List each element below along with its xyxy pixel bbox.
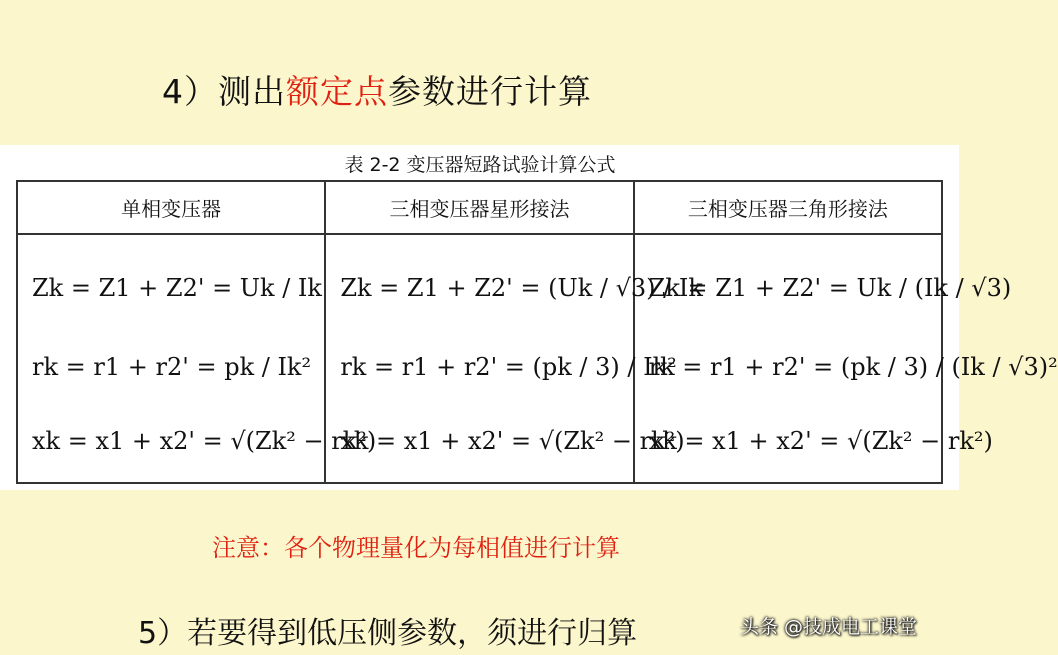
impedance-formula: Zk = Z1 + Z2' = (Uk / √3) / Ik — [340, 274, 703, 302]
heading-suffix: 参数进行计算 — [388, 72, 592, 111]
reactance-formula: xk = x1 + x2' = √(Zk² − rk²) — [32, 427, 377, 455]
heading-highlight: 额定点 — [286, 72, 388, 111]
formula-cell-single-phase — [17, 234, 377, 483]
heading-prefix: 4）测出 — [162, 72, 286, 111]
resistance-formula: rk = r1 + r2' = pk / Ik² — [32, 353, 312, 381]
formula-table — [16, 180, 1058, 484]
formula-cell-star — [325, 234, 703, 483]
formula-cell-delta — [634, 234, 1058, 483]
watermark: 头条 @技成电工课堂 — [740, 616, 918, 638]
footer-text: 5）若要得到低压侧参数，须进行归算 — [138, 616, 638, 651]
slide-heading — [162, 66, 592, 113]
header-single-phase: 单相变压器 — [17, 181, 325, 234]
table-row — [17, 234, 942, 483]
table-header-row — [17, 181, 942, 234]
header-three-phase-delta: 三相变压器三角形接法 — [634, 181, 942, 234]
impedance-formula: Zk = Z1 + Z2' = Uk / Ik — [32, 274, 322, 302]
table-caption: 表 2-2 变压器短路试验计算公式 — [344, 154, 616, 176]
header-three-phase-star: 三相变压器星形接法 — [325, 181, 633, 234]
notice-text: 注意：各个物理量化为每相值进行计算 — [212, 534, 620, 562]
reactance-formula: xk = x1 + x2' = √(Zk² − rk²) — [340, 427, 685, 455]
resistance-formula: rk = r1 + r2' = (pk / 3) / Ik² — [340, 353, 677, 381]
resistance-formula: rk = r1 + r2' = (pk / 3) / (Ik / √3)² — [648, 353, 1058, 381]
impedance-formula: Zk = Z1 + Z2' = Uk / (Ik / √3) — [648, 274, 1012, 302]
reactance-formula: xk = x1 + x2' = √(Zk² − rk²) — [648, 427, 993, 455]
